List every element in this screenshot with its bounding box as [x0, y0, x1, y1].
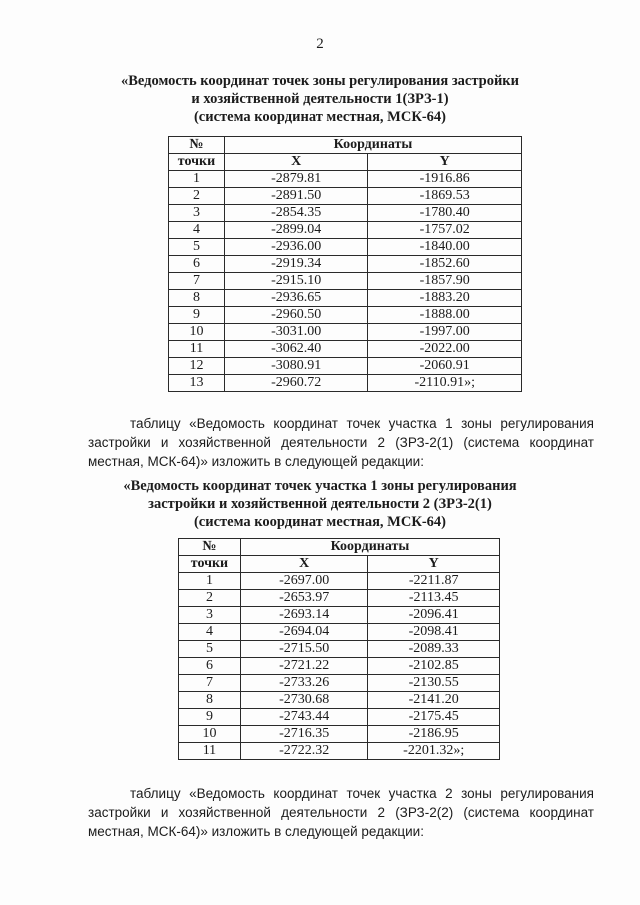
y-coordinate-cell: -2098.41 [368, 624, 500, 641]
point-number-cell: 1 [169, 171, 225, 188]
table2-title-line: застройки и хозяйственной деятельности 2 (ЗРЗ-2(1) [148, 496, 492, 512]
y-coordinate-cell: -2175.45 [368, 709, 500, 726]
x-coordinate-cell: -2960.50 [224, 307, 368, 324]
table-row [169, 358, 522, 375]
x-coordinate-cell: -2697.00 [240, 573, 368, 590]
x-coordinate-cell: -2936.65 [224, 290, 368, 307]
point-number-cell: 12 [169, 358, 225, 375]
table1-title-line: (система координат местная, МСК-64) [193, 109, 447, 125]
point-number-cell: 9 [179, 709, 241, 726]
header-num-top: № [169, 137, 225, 154]
header-x: X [240, 556, 368, 573]
y-coordinate-cell: -2102.85 [368, 658, 500, 675]
header-num-top: № [179, 539, 241, 556]
table1-title-line: «Ведомость координат точек зоны регулирования застройки [120, 73, 520, 89]
x-coordinate-cell: -2919.34 [224, 256, 368, 273]
x-coordinate-cell: -3062.40 [224, 341, 368, 358]
point-number-cell: 1 [179, 573, 241, 590]
header-y: Y [368, 556, 500, 573]
x-coordinate-cell: -2722.32 [240, 743, 368, 760]
point-number-cell: 3 [179, 607, 241, 624]
header-x: X [224, 154, 368, 171]
header-num-bottom: точки [169, 154, 225, 171]
y-coordinate-cell: -1852.60 [368, 256, 522, 273]
y-coordinate-cell: -2060.91 [368, 358, 522, 375]
table-row [179, 641, 500, 658]
y-coordinate-cell: -1869.53 [368, 188, 522, 205]
table-row [169, 273, 522, 290]
table1-title [0, 72, 640, 126]
point-number-cell: 4 [169, 222, 225, 239]
x-coordinate-cell: -2899.04 [224, 222, 368, 239]
x-coordinate-cell: -2879.81 [224, 171, 368, 188]
point-number-cell: 10 [169, 324, 225, 341]
table-row [179, 675, 500, 692]
table-row [169, 239, 522, 256]
table-row [169, 324, 522, 341]
y-coordinate-cell: -1780.40 [368, 205, 522, 222]
table1-title-line: и хозяйственной деятельности 1(ЗРЗ-1) [191, 91, 449, 107]
header-y: Y [368, 154, 522, 171]
header-num-bottom: точки [179, 556, 241, 573]
point-number-cell: 7 [179, 675, 241, 692]
table-row [179, 709, 500, 726]
y-coordinate-cell: -2130.55 [368, 675, 500, 692]
y-coordinate-cell: -2141.20 [368, 692, 500, 709]
x-coordinate-cell: -2960.72 [224, 375, 368, 392]
point-number-cell: 3 [169, 205, 225, 222]
x-coordinate-cell: -2743.44 [240, 709, 368, 726]
y-coordinate-cell: -1883.20 [368, 290, 522, 307]
point-number-cell: 2 [169, 188, 225, 205]
table-row [179, 590, 500, 607]
point-number-cell: 5 [179, 641, 241, 658]
table-row [169, 171, 522, 188]
page-number: 2 [316, 36, 324, 52]
header-coordinates: Координаты [240, 539, 499, 556]
table-row [179, 743, 500, 760]
x-coordinate-cell: -2721.22 [240, 658, 368, 675]
table2-title [0, 477, 640, 531]
point-number-cell: 6 [169, 256, 225, 273]
y-coordinate-cell: -2113.45 [368, 590, 500, 607]
x-coordinate-cell: -2730.68 [240, 692, 368, 709]
y-coordinate-cell: -1997.00 [368, 324, 522, 341]
x-coordinate-cell: -2936.00 [224, 239, 368, 256]
table-row [179, 607, 500, 624]
y-coordinate-cell: -1840.00 [368, 239, 522, 256]
table-row [179, 692, 500, 709]
table-row [169, 290, 522, 307]
y-coordinate-cell: -2201.32»; [368, 743, 500, 760]
y-coordinate-cell: -2096.41 [368, 607, 500, 624]
header-coordinates: Координаты [224, 137, 521, 154]
y-coordinate-cell: -2186.95 [368, 726, 500, 743]
table-row [169, 341, 522, 358]
x-coordinate-cell: -2891.50 [224, 188, 368, 205]
coordinates-table-2 [178, 538, 500, 760]
point-number-cell: 7 [169, 273, 225, 290]
x-coordinate-cell: -2915.10 [224, 273, 368, 290]
paragraph-2: таблицу «Ведомость координат точек участка 2 зоны регулирования застройки и хозяйственной деятельности 2 (ЗРЗ-2(2) (система координат местная, МСК-64)» изложить в следующей редакции: [88, 786, 594, 839]
table-row [179, 726, 500, 743]
table-row [169, 188, 522, 205]
point-number-cell: 6 [179, 658, 241, 675]
x-coordinate-cell: -2854.35 [224, 205, 368, 222]
paragraph-1: таблицу «Ведомость координат точек участка 1 зоны регулирования застройки и хозяйственной деятельности 2 (ЗРЗ-2(1) (система координат местная, МСК-64)» изложить в следующей редакции: [88, 416, 594, 469]
table-row [179, 573, 500, 590]
table-row [169, 375, 522, 392]
point-number-cell: 8 [169, 290, 225, 307]
point-number-cell: 13 [169, 375, 225, 392]
point-number-cell: 11 [179, 743, 241, 760]
table2-title-line: (система координат местная, МСК-64) [193, 514, 447, 530]
x-coordinate-cell: -2733.26 [240, 675, 368, 692]
table2-title-line: «Ведомость координат точек участка 1 зоны регулирования [123, 478, 517, 494]
x-coordinate-cell: -2693.14 [240, 607, 368, 624]
y-coordinate-cell: -1857.90 [368, 273, 522, 290]
table-row [179, 658, 500, 675]
x-coordinate-cell: -3080.91 [224, 358, 368, 375]
y-coordinate-cell: -1916.86 [368, 171, 522, 188]
y-coordinate-cell: -1757.02 [368, 222, 522, 239]
table-row [169, 222, 522, 239]
x-coordinate-cell: -2716.35 [240, 726, 368, 743]
y-coordinate-cell: -2089.33 [368, 641, 500, 658]
x-coordinate-cell: -2715.50 [240, 641, 368, 658]
point-number-cell: 2 [179, 590, 241, 607]
x-coordinate-cell: -2653.97 [240, 590, 368, 607]
table-row [169, 256, 522, 273]
point-number-cell: 4 [179, 624, 241, 641]
point-number-cell: 11 [169, 341, 225, 358]
y-coordinate-cell: -2022.00 [368, 341, 522, 358]
table-row [169, 307, 522, 324]
x-coordinate-cell: -2694.04 [240, 624, 368, 641]
table-row [169, 205, 522, 222]
table-row [179, 624, 500, 641]
point-number-cell: 10 [179, 726, 241, 743]
y-coordinate-cell: -2110.91»; [368, 375, 522, 392]
point-number-cell: 9 [169, 307, 225, 324]
point-number-cell: 5 [169, 239, 225, 256]
point-number-cell: 8 [179, 692, 241, 709]
x-coordinate-cell: -3031.00 [224, 324, 368, 341]
coordinates-table-1 [168, 136, 522, 392]
y-coordinate-cell: -2211.87 [368, 573, 500, 590]
y-coordinate-cell: -1888.00 [368, 307, 522, 324]
